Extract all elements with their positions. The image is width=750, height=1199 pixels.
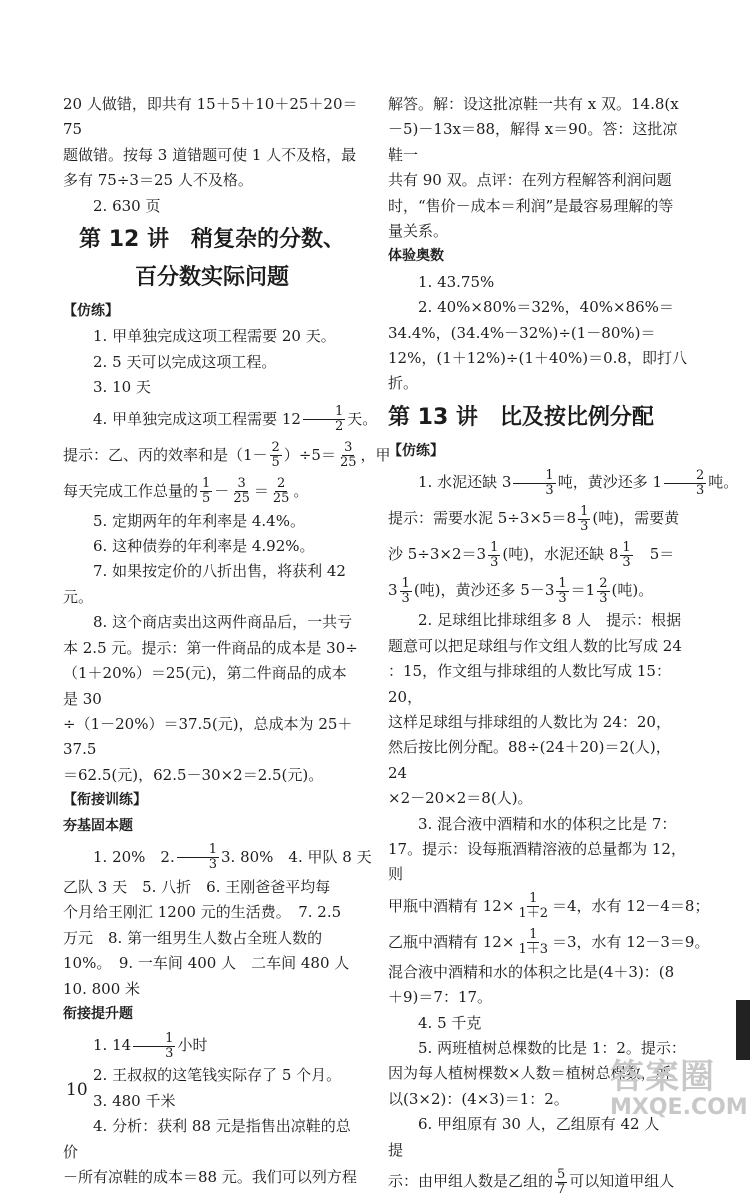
text-line: －所有凉鞋的成本＝88 元。我们可以列方程 bbox=[63, 1168, 357, 1186]
watermark-url: MXQE.COM bbox=[610, 1095, 748, 1120]
text: ，甲 bbox=[360, 445, 391, 464]
text-line: 解答。解：设这批凉鞋一共有 x 双。14.8(x bbox=[388, 95, 679, 113]
numerator: 1 bbox=[401, 575, 410, 591]
numerator: 2 bbox=[277, 476, 286, 492]
hint-line bbox=[388, 572, 688, 608]
hint-line bbox=[63, 437, 391, 473]
numerator: 1 bbox=[133, 1032, 175, 1047]
denominator: 3 bbox=[599, 590, 608, 606]
text: 小时 bbox=[177, 1036, 208, 1055]
text-line: 题意可以把足球组与作文组人数的比写成 24 bbox=[388, 636, 682, 655]
text: 提示：需要水泥 5÷3×5＝8 bbox=[388, 509, 577, 528]
fraction bbox=[400, 577, 412, 606]
text: 示：由甲组人数是乙组的 bbox=[388, 1172, 554, 1190]
lesson-13-title: 第 13 讲 比及按比例分配 bbox=[388, 404, 654, 430]
text: (吨)，黄沙还多 5－3 bbox=[413, 581, 555, 600]
numerator: 5 bbox=[557, 1166, 566, 1182]
fraction bbox=[516, 928, 550, 957]
answer-item: 2. 王叔叔的这笔钱实际存了 5 个月。 bbox=[93, 1066, 342, 1085]
denominator: 25 bbox=[339, 455, 357, 471]
answer-item: 6. 这种债券的年利率是 4.92%。 bbox=[93, 537, 315, 556]
text-line: ＋9)＝7：17。 bbox=[388, 988, 493, 1007]
text-line: （1＋20%）＝25(元)，第二件商品的成本是 30 bbox=[63, 664, 347, 708]
text-line: 个月给王刚汇 1200 元的生活费。 7. 2.5 bbox=[63, 903, 342, 922]
text: ＝4，水有 12－4＝8； bbox=[551, 896, 710, 915]
text-line: 17。提示：设每瓶酒精溶液的总量都为 12，则 bbox=[388, 839, 686, 884]
text-line: ＝62.5(元)，62.5－30×2＝2.5(元)。 bbox=[63, 765, 324, 784]
left-column bbox=[63, 92, 391, 1190]
text-line: 多有 75÷3＝25 人不及格。 bbox=[63, 171, 253, 190]
denominator: 2 bbox=[334, 419, 344, 435]
answer-item bbox=[388, 464, 739, 500]
numerator: 1 bbox=[202, 476, 211, 492]
text-line: －5)－13x＝88，解得 x＝90。答：这批凉鞋一 bbox=[388, 120, 678, 164]
fraction bbox=[488, 541, 500, 570]
page-number: 10 bbox=[66, 1080, 88, 1100]
fraction bbox=[231, 477, 252, 506]
denominator: 3 bbox=[545, 482, 554, 498]
watermark-text: 答案圈 bbox=[610, 1057, 715, 1097]
text-line: 量关系。 bbox=[388, 222, 449, 241]
fraction bbox=[556, 577, 568, 606]
lesson-12-title-line1: 第 12 讲 稍复杂的分数、 bbox=[79, 227, 345, 253]
fraction bbox=[133, 1032, 175, 1061]
hint-line bbox=[388, 500, 688, 536]
section-tag-bridge: 【衔接训练】 bbox=[63, 792, 147, 809]
text: 3 bbox=[388, 581, 398, 600]
text: 沙 5÷3×2＝3 bbox=[388, 545, 487, 564]
section-tag-practice: 【仿练】 bbox=[388, 442, 444, 459]
numerator: 2 bbox=[599, 575, 608, 591]
fraction bbox=[271, 477, 292, 506]
denominator: 5 bbox=[271, 455, 280, 471]
answer-item: 1. 43.75% bbox=[418, 272, 495, 291]
text: 吨。 bbox=[708, 473, 739, 492]
text: 每天完成工作总量的 bbox=[63, 481, 199, 500]
text: 可以知道甲组人 bbox=[569, 1172, 675, 1190]
text: 天。 bbox=[347, 409, 378, 428]
hint-line bbox=[63, 473, 361, 509]
answer-item: 4. 分析：获利 88 元是指售出凉鞋的总价 bbox=[63, 1117, 351, 1161]
answer-item: 3. 480 千米 bbox=[93, 1091, 176, 1110]
answer-item bbox=[63, 401, 378, 437]
text: ＝ bbox=[253, 481, 269, 500]
text-line: 元。 bbox=[63, 587, 94, 606]
answer-item: 5. 定期两年的年利率是 4.4%。 bbox=[93, 511, 305, 530]
denominator: 3 bbox=[696, 482, 705, 498]
numerator: 1 bbox=[490, 539, 499, 555]
text: 1. 水泥还缺 3 bbox=[418, 473, 512, 492]
hint-line bbox=[388, 924, 710, 960]
fraction bbox=[338, 441, 359, 470]
fraction bbox=[200, 477, 212, 506]
text: 甲瓶中酒精有 12× bbox=[388, 896, 515, 915]
text-line: 万元 8. 第一组男生人数占全班人数的 bbox=[63, 928, 323, 947]
fraction bbox=[513, 469, 555, 498]
fraction bbox=[664, 469, 706, 498]
denominator: 1＋3 bbox=[518, 942, 548, 958]
answer-item: 4. 5 千克 bbox=[418, 1013, 482, 1032]
answer-item: 3. 混合液中酒精和水的体积之比是 7： bbox=[418, 814, 677, 833]
fraction bbox=[578, 505, 590, 534]
numerator: 3 bbox=[237, 476, 246, 492]
denominator: 3 bbox=[558, 590, 567, 606]
denominator: 3 bbox=[580, 518, 589, 534]
fraction bbox=[597, 577, 609, 606]
text-line: 然后按比例分配。88÷(24＋20)＝2(人)，24 bbox=[388, 738, 671, 782]
hint-line bbox=[388, 536, 688, 572]
page-edge-tab bbox=[736, 1000, 750, 1060]
fraction bbox=[177, 843, 219, 872]
text: (吨)。 bbox=[611, 581, 654, 600]
answer-item: 8. 这个商店卖出这两件商品后，一共亏 bbox=[93, 613, 353, 632]
numerator: 3 bbox=[344, 440, 353, 456]
denominator: 5 bbox=[202, 491, 211, 507]
lesson-12-title-line2: 百分数实际问题 bbox=[134, 265, 289, 291]
text: ＝1 bbox=[570, 581, 596, 600]
answer-item bbox=[63, 839, 372, 875]
answer-item: 2. 630 页 bbox=[93, 196, 161, 215]
answer-item bbox=[63, 1027, 361, 1063]
denominator: 25 bbox=[272, 491, 290, 507]
numerator: 1 bbox=[177, 843, 219, 858]
section-tag-practice: 【仿练】 bbox=[63, 303, 119, 320]
subsection-title: 衔接提升题 bbox=[63, 1005, 133, 1022]
text-line: 12%，(1＋12%)÷(1＋40%)＝0.8，即打八 bbox=[388, 349, 687, 368]
text-line: ÷（1－20%）＝37.5(元)，总成本为 25＋37.5 bbox=[63, 714, 353, 759]
answer-item: 2. 40%×80%＝32%，40%×86%＝ bbox=[418, 298, 674, 317]
text-line: ：15，作文组与排球组的人数比写成 15：20， bbox=[388, 662, 671, 706]
answer-item: 1. 甲单独完成这项工程需要 20 天。 bbox=[93, 327, 336, 346]
text: 1. 20% 2. bbox=[93, 847, 175, 866]
numerator: 1 bbox=[303, 405, 345, 420]
text-line: 这样足球组与排球组的人数比为 24：20， bbox=[388, 712, 671, 731]
text-line: 10. 800 米 bbox=[63, 979, 141, 998]
subsection-title: 夯基固本题 bbox=[63, 817, 133, 834]
answer-item: 6. 甲组原有 30 人，乙组原有 42 人 提 bbox=[388, 1115, 675, 1159]
text-line: 20 人做错，即共有 15＋5＋10＋25＋20＝75 bbox=[63, 95, 358, 139]
text-line: 折。 bbox=[388, 374, 419, 393]
fraction bbox=[620, 541, 632, 570]
numerator: 1 bbox=[529, 891, 538, 907]
fraction bbox=[555, 1168, 567, 1197]
denominator: 7 bbox=[557, 1181, 566, 1197]
text-line: 题做错。按每 3 道错题可使 1 人不及格，最 bbox=[63, 145, 357, 164]
text-line: 时，“售价－成本＝利润”是最容易理解的等 bbox=[388, 196, 674, 215]
denominator: 3 bbox=[622, 554, 631, 570]
numerator: 2 bbox=[271, 440, 280, 456]
text: 。 bbox=[293, 481, 309, 500]
text: 3. 80% 4. 甲队 8 天 bbox=[221, 847, 372, 866]
text-line: 本 2.5 元。提示：第一件商品的成本是 30÷ bbox=[63, 638, 358, 657]
numerator: 1 bbox=[580, 503, 589, 519]
numerator: 1 bbox=[529, 927, 538, 943]
text: － bbox=[214, 481, 230, 500]
fraction bbox=[270, 441, 282, 470]
text: 4. 甲单独完成这项工程需要 12 bbox=[93, 409, 301, 428]
hint-line bbox=[388, 888, 710, 924]
text-line: 34.4%，(34.4%－32%)÷(1－80%)＝ bbox=[388, 323, 656, 342]
subsection-title: 体验奥数 bbox=[388, 248, 444, 265]
answer-item: 5. 两班植树总棵数的比是 1：2。提示： bbox=[418, 1038, 686, 1057]
denominator: 3 bbox=[165, 1045, 174, 1061]
numerator: 1 bbox=[513, 469, 555, 484]
numerator: 1 bbox=[622, 539, 631, 555]
text-line: 以(3×2)：(4×3)＝1：2。 bbox=[388, 1089, 569, 1108]
text: (吨)，需要黄 bbox=[592, 509, 680, 528]
denominator: 3 bbox=[208, 857, 218, 873]
text-line: 10%。 9. 一车间 400 人 二车间 480 人 bbox=[63, 954, 350, 973]
numerator: 1 bbox=[558, 575, 567, 591]
text: 1. 14 bbox=[93, 1036, 132, 1055]
text-line: 共有 90 双。点评：在列方程解答利润问题 bbox=[388, 171, 672, 190]
answer-item: 2. 足球组比排球组多 8 人 提示：根据 bbox=[418, 611, 682, 630]
fraction bbox=[303, 405, 345, 434]
text-line: 乙队 3 天 5. 八折 6. 王刚爸爸平均每 bbox=[63, 877, 331, 896]
text: ＝3，水有 12－3＝9。 bbox=[551, 932, 710, 951]
fraction bbox=[516, 892, 550, 921]
text-line: 因为每人植树棵数×人数＝植树总棵数，所 bbox=[388, 1064, 671, 1083]
answer-item: 2. 5 天可以完成这项工程。 bbox=[93, 352, 277, 371]
denominator: 3 bbox=[490, 554, 499, 570]
answer-item: 3. 10 天 bbox=[93, 378, 151, 397]
text: 提示：乙、丙的效率和是（1－ bbox=[63, 445, 268, 464]
text: 5＝ bbox=[634, 545, 675, 564]
denominator: 3 bbox=[401, 590, 410, 606]
text: ）÷5＝ bbox=[283, 445, 336, 464]
text: 乙瓶中酒精有 12× bbox=[388, 932, 515, 951]
text: 吨，黄沙还多 1 bbox=[557, 473, 662, 492]
denominator: 1＋2 bbox=[518, 906, 548, 922]
denominator: 25 bbox=[233, 491, 250, 507]
answer-item: 7. 如果按定价的八折出售，将获利 42 bbox=[93, 562, 346, 581]
numerator: 2 bbox=[664, 469, 706, 484]
text-line: ×2－20×2＝8(人)。 bbox=[388, 789, 533, 808]
text-line: 混合液中酒精和水的体积之比是(4＋3)：(8 bbox=[388, 962, 675, 981]
watermark-logo bbox=[610, 1057, 748, 1128]
right-column bbox=[388, 92, 739, 1199]
text: (吨)，水泥还缺 8 bbox=[502, 545, 619, 564]
hint-line bbox=[388, 1163, 688, 1199]
